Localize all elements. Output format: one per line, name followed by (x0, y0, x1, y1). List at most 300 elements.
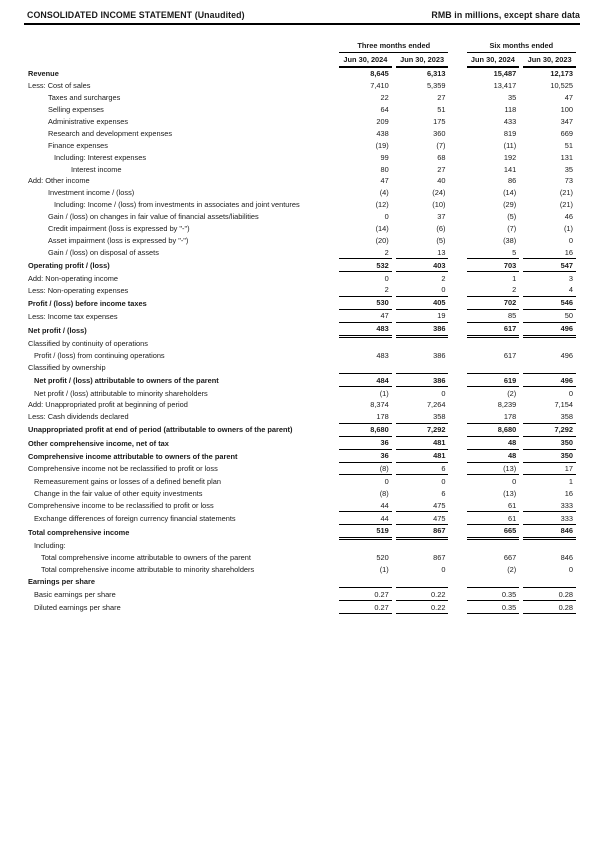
cell-value: (1) (563, 224, 573, 234)
table-row (28, 127, 576, 139)
table-row (28, 310, 576, 323)
table-row (28, 163, 576, 175)
group-gap-cell (452, 387, 462, 399)
header-rule (24, 23, 580, 25)
cell-value: (14) (503, 188, 517, 198)
group-gap-cell (452, 373, 462, 387)
cell-value: 0.22 (396, 587, 449, 601)
cell-value: 5,359 (426, 81, 446, 91)
group-gap-cell (452, 246, 462, 259)
row-label: Total comprehensive income attributable to minority shareholders (41, 565, 255, 575)
cell-value: (19) (375, 140, 389, 150)
group-gap-cell (452, 175, 462, 187)
cell-value: 64 (380, 105, 389, 115)
cell-value: (14) (375, 224, 389, 234)
cell-value: 0 (441, 476, 446, 486)
cell-value: 7,292 (396, 423, 449, 437)
row-label: Basic earnings per share (34, 589, 116, 599)
group-gap-cell (452, 323, 462, 338)
table-row (28, 450, 576, 463)
cell-value: 68 (437, 152, 446, 162)
group-gap-cell (452, 211, 462, 223)
col-date-header: Jun 30, 2024 (467, 53, 520, 68)
row-label: Interest income (71, 164, 122, 174)
table-row (28, 499, 576, 512)
table-row-dates (28, 53, 576, 68)
cell-value: 0 (568, 565, 573, 575)
row-label: Including: (34, 541, 66, 551)
cell-value: 141 (503, 164, 517, 174)
table-row (28, 234, 576, 246)
cell-value: 358 (560, 412, 573, 422)
table-row (28, 576, 576, 588)
cell-value: 35 (564, 164, 573, 174)
cell-value: 8,239 (497, 400, 517, 410)
cell-value: 867 (396, 525, 449, 540)
cell-value: 433 (503, 117, 517, 126)
cell-value: 48 (467, 450, 520, 463)
cell-value: 405 (396, 297, 449, 310)
cell-value (339, 576, 392, 588)
cell-value (467, 338, 520, 350)
row-label: Comprehensive income to be reclassified to profit or loss (28, 501, 214, 511)
cell-value: 100 (560, 105, 573, 115)
cell-value: 86 (508, 176, 517, 186)
cell-value: 0.22 (396, 601, 449, 614)
cell-value: 8,680 (467, 423, 520, 437)
table-row (28, 211, 576, 223)
row-label: Less: Cost of sales (28, 81, 91, 91)
row-label: Asset impairment (loss is expressed by "-") (48, 235, 189, 245)
row-label: Finance expenses (48, 140, 108, 150)
group-gap-cell (452, 223, 462, 235)
group-gap-cell (452, 127, 462, 139)
cell-value: (1) (379, 565, 389, 575)
row-label: Remeasurement gains or losses of a defined benefit plan (34, 476, 221, 486)
cell-value (523, 576, 576, 588)
group-gap-cell (452, 576, 462, 588)
table-body (28, 68, 576, 614)
row-label: Exchange differences of foreign currency financial statements (34, 514, 236, 523)
cell-value: 47 (564, 93, 573, 103)
col-group-header: Six months ended (467, 39, 576, 53)
cell-value: 12,173 (550, 69, 573, 79)
document-title: CONSOLIDATED INCOME STATEMENT (Unaudited) (27, 10, 245, 20)
table-row (28, 338, 576, 350)
col-date-header: Jun 30, 2024 (339, 53, 392, 68)
row-label: Change in the fair value of other equity investments (34, 488, 203, 498)
cell-value: 333 (523, 512, 576, 525)
cell-value: 40 (437, 176, 446, 186)
group-gap-cell (452, 116, 462, 128)
row-label: Comprehensive income not be reclassified to profit or loss (28, 464, 218, 474)
group-gap-cell (452, 199, 462, 211)
group-gap-cell (452, 39, 462, 53)
cell-value: 496 (560, 350, 573, 360)
cell-value: (8) (379, 488, 389, 498)
cell-value (396, 576, 449, 588)
cell-value: 7,264 (426, 400, 446, 410)
table-row (28, 564, 576, 576)
cell-value: 702 (467, 297, 520, 310)
cell-value: (21) (559, 200, 573, 210)
table-row-groups (28, 39, 576, 53)
cell-value: 35 (508, 93, 517, 103)
cell-value (523, 338, 576, 350)
cell-value: (20) (375, 235, 389, 245)
group-gap-cell (452, 284, 462, 297)
cell-value: 475 (396, 499, 449, 512)
cell-value: 209 (376, 117, 389, 126)
cell-value: 44 (339, 499, 392, 512)
cell-value: 496 (523, 323, 576, 338)
row-label: Classified by ownership (28, 362, 106, 372)
cell-value: 617 (467, 323, 520, 338)
cell-value: 617 (503, 350, 517, 360)
table-row (28, 487, 576, 499)
row-label: Including: Interest expenses (54, 152, 147, 162)
cell-value: 46 (564, 212, 573, 222)
cell-value: 403 (396, 259, 449, 272)
cell-value: 0.35 (467, 601, 520, 614)
cell-value: 47 (380, 176, 389, 186)
row-label: Gain / (loss) on disposal of assets (48, 248, 159, 258)
group-gap-cell (452, 361, 462, 373)
cell-value: 483 (339, 323, 392, 338)
table-row (28, 525, 576, 540)
cell-value: 2 (467, 284, 520, 297)
group-gap-cell (452, 53, 462, 68)
row-label: Credit impairment (loss is expressed by "-") (48, 224, 190, 234)
row-label: Including: Income / (loss) from investments in associates and joint ventures (54, 200, 300, 210)
row-label: Other comprehensive income, net of tax (28, 438, 169, 448)
table-row (28, 349, 576, 361)
cell-value (467, 540, 520, 552)
col-group-header: Three months ended (339, 39, 448, 53)
cell-value: 5 (467, 246, 520, 259)
cell-value: 0 (441, 565, 446, 575)
cell-value: 2 (339, 246, 392, 259)
row-label: Net profit / (loss) attributable to owners of the parent (34, 375, 219, 385)
cell-value: 481 (396, 450, 449, 463)
cell-value (339, 540, 392, 552)
cell-value: 36 (339, 450, 392, 463)
row-label: Less: Income tax expenses (28, 311, 118, 321)
table-row (28, 540, 576, 552)
cell-value: 0.28 (523, 587, 576, 601)
row-label: Comprehensive income attributable to owners of the parent (28, 451, 238, 461)
cell-value: 496 (523, 373, 576, 387)
group-gap-cell (452, 437, 462, 450)
cell-value: 867 (433, 553, 446, 563)
table-row (28, 361, 576, 373)
row-label: Earnings per share (28, 576, 95, 586)
cell-value: 50 (523, 310, 576, 323)
cell-value: 4 (523, 284, 576, 297)
row-label: Operating profit / (loss) (28, 261, 110, 271)
group-gap-cell (452, 540, 462, 552)
cell-value (396, 540, 449, 552)
cell-value: 0.27 (339, 601, 392, 614)
cell-value: 532 (339, 259, 392, 272)
cell-value: 131 (560, 152, 573, 162)
cell-value: 667 (503, 553, 517, 563)
row-label: Research and development expenses (48, 128, 173, 138)
group-gap-cell (452, 399, 462, 411)
table-row (28, 411, 576, 423)
cell-value: 481 (396, 437, 449, 450)
cell-value: 0 (568, 235, 573, 245)
cell-value: 546 (523, 297, 576, 310)
cell-value: (2) (507, 565, 517, 575)
cell-value: (24) (432, 188, 446, 198)
cell-value: 80 (380, 164, 389, 174)
group-gap-cell (452, 272, 462, 284)
group-gap-cell (452, 68, 462, 80)
cell-value: 36 (339, 437, 392, 450)
table-row (28, 246, 576, 259)
cell-value: (5) (436, 235, 446, 245)
cell-value: 483 (376, 350, 389, 360)
cell-value: 1 (512, 273, 517, 283)
group-gap-cell (452, 463, 462, 476)
table-row (28, 259, 576, 272)
cell-value: (4) (379, 188, 389, 198)
cell-value: 619 (467, 373, 520, 387)
cell-value: 10,525 (550, 81, 573, 91)
cell-value: 47 (339, 310, 392, 323)
cell-value: 3 (568, 273, 573, 283)
row-label: Diluted earnings per share (34, 603, 121, 613)
cell-value: 386 (396, 373, 449, 387)
table-row (28, 437, 576, 450)
cell-value: 0 (384, 476, 389, 486)
row-label: Classified by continuity of operations (28, 339, 148, 349)
row-label: Selling expenses (48, 105, 104, 115)
cell-value: 8,645 (370, 69, 389, 79)
cell-value: (38) (503, 235, 517, 245)
cell-value: 475 (396, 512, 449, 525)
cell-value (523, 540, 576, 552)
row-label: Administrative expenses (48, 117, 129, 126)
cell-value: 51 (564, 140, 573, 150)
cell-value: 15,487 (493, 69, 517, 79)
cell-value: 0 (441, 388, 446, 398)
group-gap-cell (452, 310, 462, 323)
table-row (28, 139, 576, 151)
cell-value: 520 (376, 553, 389, 563)
group-gap-cell (452, 187, 462, 199)
cell-value (339, 338, 392, 350)
cell-value: 85 (467, 310, 520, 323)
cell-value: 350 (523, 450, 576, 463)
header-spacer-cell (28, 39, 335, 53)
table-row (28, 151, 576, 163)
cell-value: 347 (560, 117, 573, 126)
cell-value: 19 (396, 310, 449, 323)
cell-value: 178 (376, 412, 389, 422)
table-row (28, 587, 576, 601)
cell-value: 27 (437, 164, 446, 174)
cell-value: 360 (433, 128, 446, 138)
header-spacer-cell (28, 53, 335, 68)
table-row (28, 387, 576, 399)
table-row (28, 284, 576, 297)
row-label: Net profit / (loss) attributable to minority shareholders (34, 388, 208, 398)
group-gap-cell (452, 297, 462, 310)
table-row (28, 68, 576, 80)
row-label: Add: Unappropriated profit at beginning of period (28, 400, 188, 410)
row-label: Investment income / (loss) (48, 188, 135, 198)
cell-value: 333 (523, 499, 576, 512)
cell-value: 0 (568, 388, 573, 398)
table-row (28, 475, 576, 487)
table-row (28, 272, 576, 284)
row-label: Total comprehensive income (28, 527, 130, 537)
cell-value: 48 (467, 437, 520, 450)
cell-value: 178 (503, 412, 517, 422)
cell-value: 6,313 (426, 69, 446, 79)
table-row (28, 463, 576, 476)
cell-value: 8,680 (339, 423, 392, 437)
cell-value: 6 (441, 488, 446, 498)
cell-value: (13) (467, 463, 520, 476)
table-row (28, 116, 576, 128)
cell-value: 7,410 (370, 81, 389, 91)
row-label: Unappropriated profit at end of period (attributable to owners of the parent) (28, 425, 293, 435)
cell-value: 7,154 (554, 400, 573, 410)
cell-value: 386 (433, 350, 446, 360)
group-gap-cell (452, 552, 462, 564)
cell-value: 484 (339, 373, 392, 387)
table-row (28, 297, 576, 310)
table-row (28, 323, 576, 338)
cell-value: 0 (512, 476, 517, 486)
cell-value: 530 (339, 297, 392, 310)
cell-value: 175 (433, 117, 446, 126)
group-gap-cell (452, 92, 462, 104)
cell-value: 37 (437, 212, 446, 222)
cell-value: (2) (507, 388, 517, 398)
row-label: Add: Non-operating income (28, 273, 118, 283)
cell-value: (13) (503, 488, 517, 498)
group-gap-cell (452, 411, 462, 423)
group-gap-cell (452, 234, 462, 246)
table-row (28, 601, 576, 614)
row-label: Total comprehensive income attributable to owners of the parent (41, 553, 251, 563)
cell-value: 669 (560, 128, 573, 138)
group-gap-cell (452, 104, 462, 116)
cell-value: 2 (441, 273, 446, 283)
document-header (24, 10, 580, 20)
group-gap-cell (452, 564, 462, 576)
cell-value: 2 (339, 284, 392, 297)
group-gap-cell (452, 80, 462, 92)
row-label: Net profit / (loss) (28, 325, 87, 335)
cell-value: 0 (396, 284, 449, 297)
cell-value: 0.28 (523, 601, 576, 614)
cell-value: 22 (380, 93, 389, 103)
col-date-header: Jun 30, 2023 (396, 53, 449, 68)
group-gap-cell (452, 587, 462, 601)
cell-value: 438 (376, 128, 389, 138)
cell-value: 13,417 (493, 81, 517, 91)
group-gap-cell (452, 423, 462, 437)
row-label: Less: Non-operating expenses (28, 285, 129, 295)
table-row (28, 399, 576, 411)
cell-value (467, 576, 520, 588)
cell-value: 27 (437, 93, 446, 103)
cell-value: 7,292 (523, 423, 576, 437)
row-label: Profit / (loss) before income taxes (28, 298, 147, 308)
group-gap-cell (452, 259, 462, 272)
table-row (28, 104, 576, 116)
cell-value: 0.27 (339, 587, 392, 601)
table-row (28, 423, 576, 437)
units-note: RMB in millions, except share data (431, 10, 580, 20)
cell-value (523, 361, 576, 373)
cell-value (396, 338, 449, 350)
table-row (28, 199, 576, 211)
cell-value: 547 (523, 259, 576, 272)
cell-value: (29) (503, 200, 517, 210)
cell-value: 386 (396, 323, 449, 338)
cell-value: 16 (523, 246, 576, 259)
table-header (28, 39, 576, 68)
cell-value (339, 361, 392, 373)
cell-value: 99 (380, 152, 389, 162)
group-gap-cell (452, 349, 462, 361)
cell-value: 846 (523, 525, 576, 540)
table-row (28, 552, 576, 564)
row-label: Revenue (28, 69, 59, 79)
cell-value: 819 (503, 128, 517, 138)
income-statement-table (24, 39, 580, 614)
cell-value: (8) (339, 463, 392, 476)
row-label: Profit / (loss) from continuing operations (34, 350, 165, 360)
table-row (28, 512, 576, 525)
cell-value: (6) (436, 224, 446, 234)
cell-value: 61 (467, 512, 520, 525)
table-row (28, 373, 576, 387)
cell-value: 16 (564, 488, 573, 498)
cell-value: 44 (339, 512, 392, 525)
row-label: Add: Other income (28, 176, 90, 186)
cell-value: 73 (564, 176, 573, 186)
cell-value: (7) (507, 224, 517, 234)
group-gap-cell (452, 487, 462, 499)
table-row (28, 223, 576, 235)
group-gap-cell (452, 139, 462, 151)
cell-value: (11) (503, 140, 517, 150)
col-date-header: Jun 30, 2023 (523, 53, 576, 68)
cell-value (467, 361, 520, 373)
cell-value: 703 (467, 259, 520, 272)
cell-value: 6 (396, 463, 449, 476)
cell-value: 358 (433, 412, 446, 422)
group-gap-cell (452, 338, 462, 350)
cell-value: (12) (375, 200, 389, 210)
table-row (28, 187, 576, 199)
cell-value: 118 (504, 105, 517, 115)
cell-value: 519 (339, 525, 392, 540)
cell-value: 1 (568, 476, 573, 486)
table-row (28, 80, 576, 92)
cell-value: 0 (384, 273, 389, 283)
group-gap-cell (452, 163, 462, 175)
cell-value: 192 (503, 152, 517, 162)
table-row (28, 92, 576, 104)
